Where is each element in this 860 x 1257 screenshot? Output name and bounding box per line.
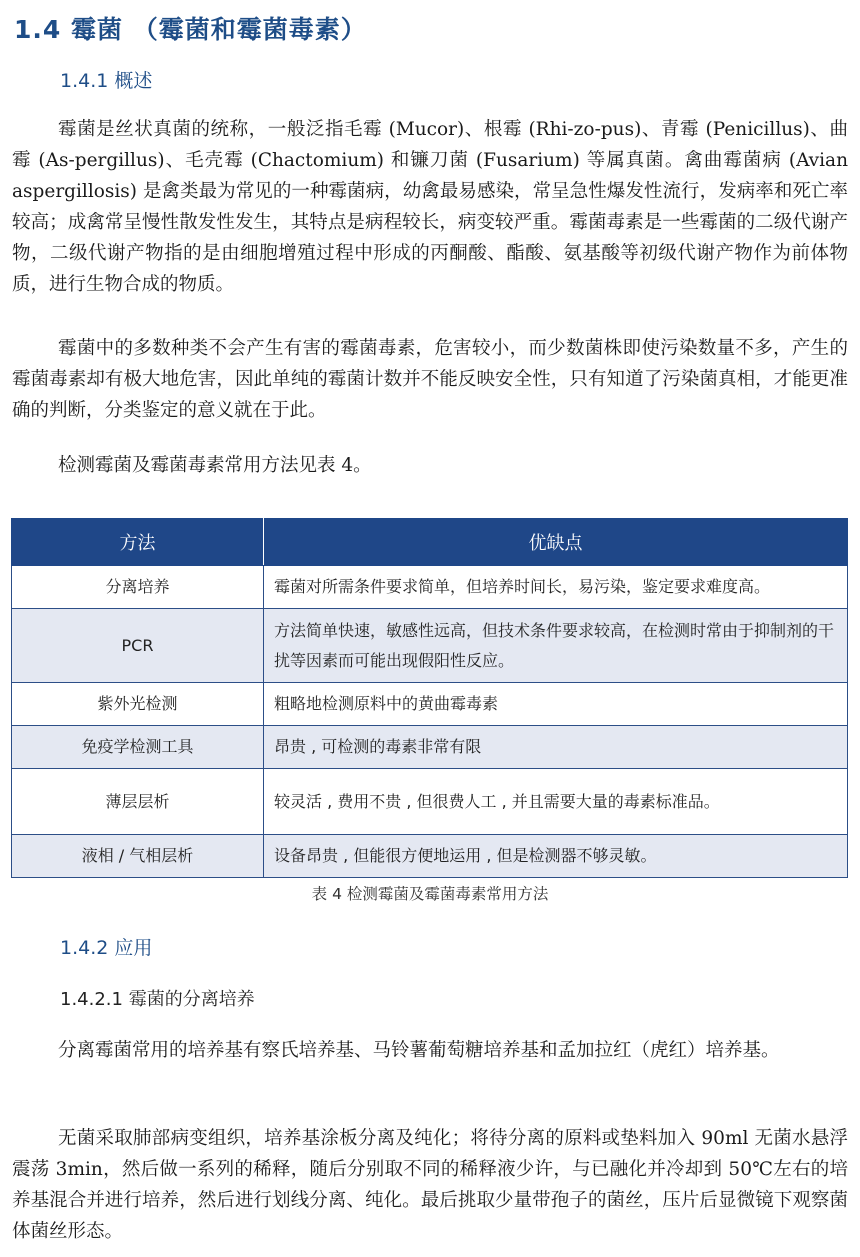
table-row	[12, 835, 848, 878]
header-method: 方法	[12, 519, 264, 566]
table-row	[12, 566, 848, 609]
table-row	[12, 609, 848, 683]
desc-cell: 粗略地检测原料中的黄曲霉毒素	[264, 683, 848, 726]
method-cell: PCR	[12, 609, 264, 683]
method-cell: 紫外光检测	[12, 683, 264, 726]
subsection-heading-overview: 1.4.1 概述	[60, 70, 153, 92]
subsection-heading-application: 1.4.2 应用	[60, 937, 153, 959]
table-header-row	[12, 519, 848, 566]
method-cell: 分离培养	[12, 566, 264, 609]
method-cell: 薄层层析	[12, 769, 264, 835]
method-cell: 液相 / 气相层析	[12, 835, 264, 878]
desc-cell: 设备昂贵 , 但能很方便地运用 , 但是检测器不够灵敏。	[264, 835, 848, 878]
header-pros-cons: 优缺点	[264, 519, 848, 566]
section-heading: 1.4 霉菌 （霉菌和霉菌毒素）	[14, 15, 367, 44]
table-row	[12, 726, 848, 769]
paragraph-harm: 霉菌中的多数种类不会产生有害的霉菌毒素，危害较小，而少数菌株即使污染数量不多，产生的霉菌毒素却有极大地危害，因此单纯的霉菌计数并不能反映安全性，只有知道了污染菌真相，才能更准确的判断，分类鉴定的意义就在于此。	[12, 338, 848, 421]
paragraph-table-ref: 检测霉菌及霉菌毒素常用方法见表 4。	[58, 455, 372, 476]
table-row	[12, 683, 848, 726]
desc-cell: 昂贵 , 可检测的毒素非常有限	[264, 726, 848, 769]
subsubsection-heading: 1.4.2.1 霉菌的分离培养	[60, 989, 255, 1010]
paragraph-overview: 霉菌是丝状真菌的统称，一般泛指毛霉 (Mucor)、根霉 (Rhi-zo-pus)、青霉 (Penicillus)、曲霉 (As-pergillus)、毛壳霉 (Chactomium) 和镰刀菌 (Fusarium) 等属真菌。禽曲霉菌病 (Avian aspergillosis) 是禽类最为常见的一种霉菌病，幼禽最易感染，常呈急性爆发性流行，发病率和死亡率较高；成禽常呈慢性散发性发生，其特点是病程较长，病变较严重。霉菌毒素是一些霉菌的二级代谢产物，二级代谢产物指的是由细胞增殖过程中形成的丙酮酸、酯酸、氨基酸等初级代谢产物作为前体物质，进行生物合成的物质。	[12, 119, 848, 295]
table-row	[12, 769, 848, 835]
table-caption: 表 4 检测霉菌及霉菌毒素常用方法	[311, 885, 549, 903]
desc-cell: 方法简单快速，敏感性远高，但技术条件要求较高，在检测时常由于抑制剂的干扰等因素而可能出现假阳性反应。	[264, 609, 848, 683]
methods-table	[11, 518, 848, 878]
method-cell: 免疫学检测工具	[12, 726, 264, 769]
desc-cell: 霉菌对所需条件要求简单，但培养时间长，易污染，鉴定要求难度高。	[264, 566, 848, 609]
paragraph-procedure: 无菌采取肺部病变组织，培养基涂板分离及纯化；将待分离的原料或垫料加入 90ml 无菌水悬浮震荡 3min，然后做一系列的稀释，随后分别取不同的稀释液少许，与已融化并冷却到 50℃左右的培养基混合并进行培养，然后进行划线分离、纯化。最后挑取少量带孢子的菌丝，压片后显微镜下观察菌体菌丝形态。	[12, 1128, 848, 1242]
desc-cell: 较灵活 , 费用不贵 , 但很费人工 , 并且需要大量的毒素标准品。	[264, 769, 848, 835]
paragraph-media: 分离霉菌常用的培养基有察氏培养基、马铃薯葡萄糖培养基和孟加拉红（虎红）培养基。	[58, 1040, 780, 1061]
